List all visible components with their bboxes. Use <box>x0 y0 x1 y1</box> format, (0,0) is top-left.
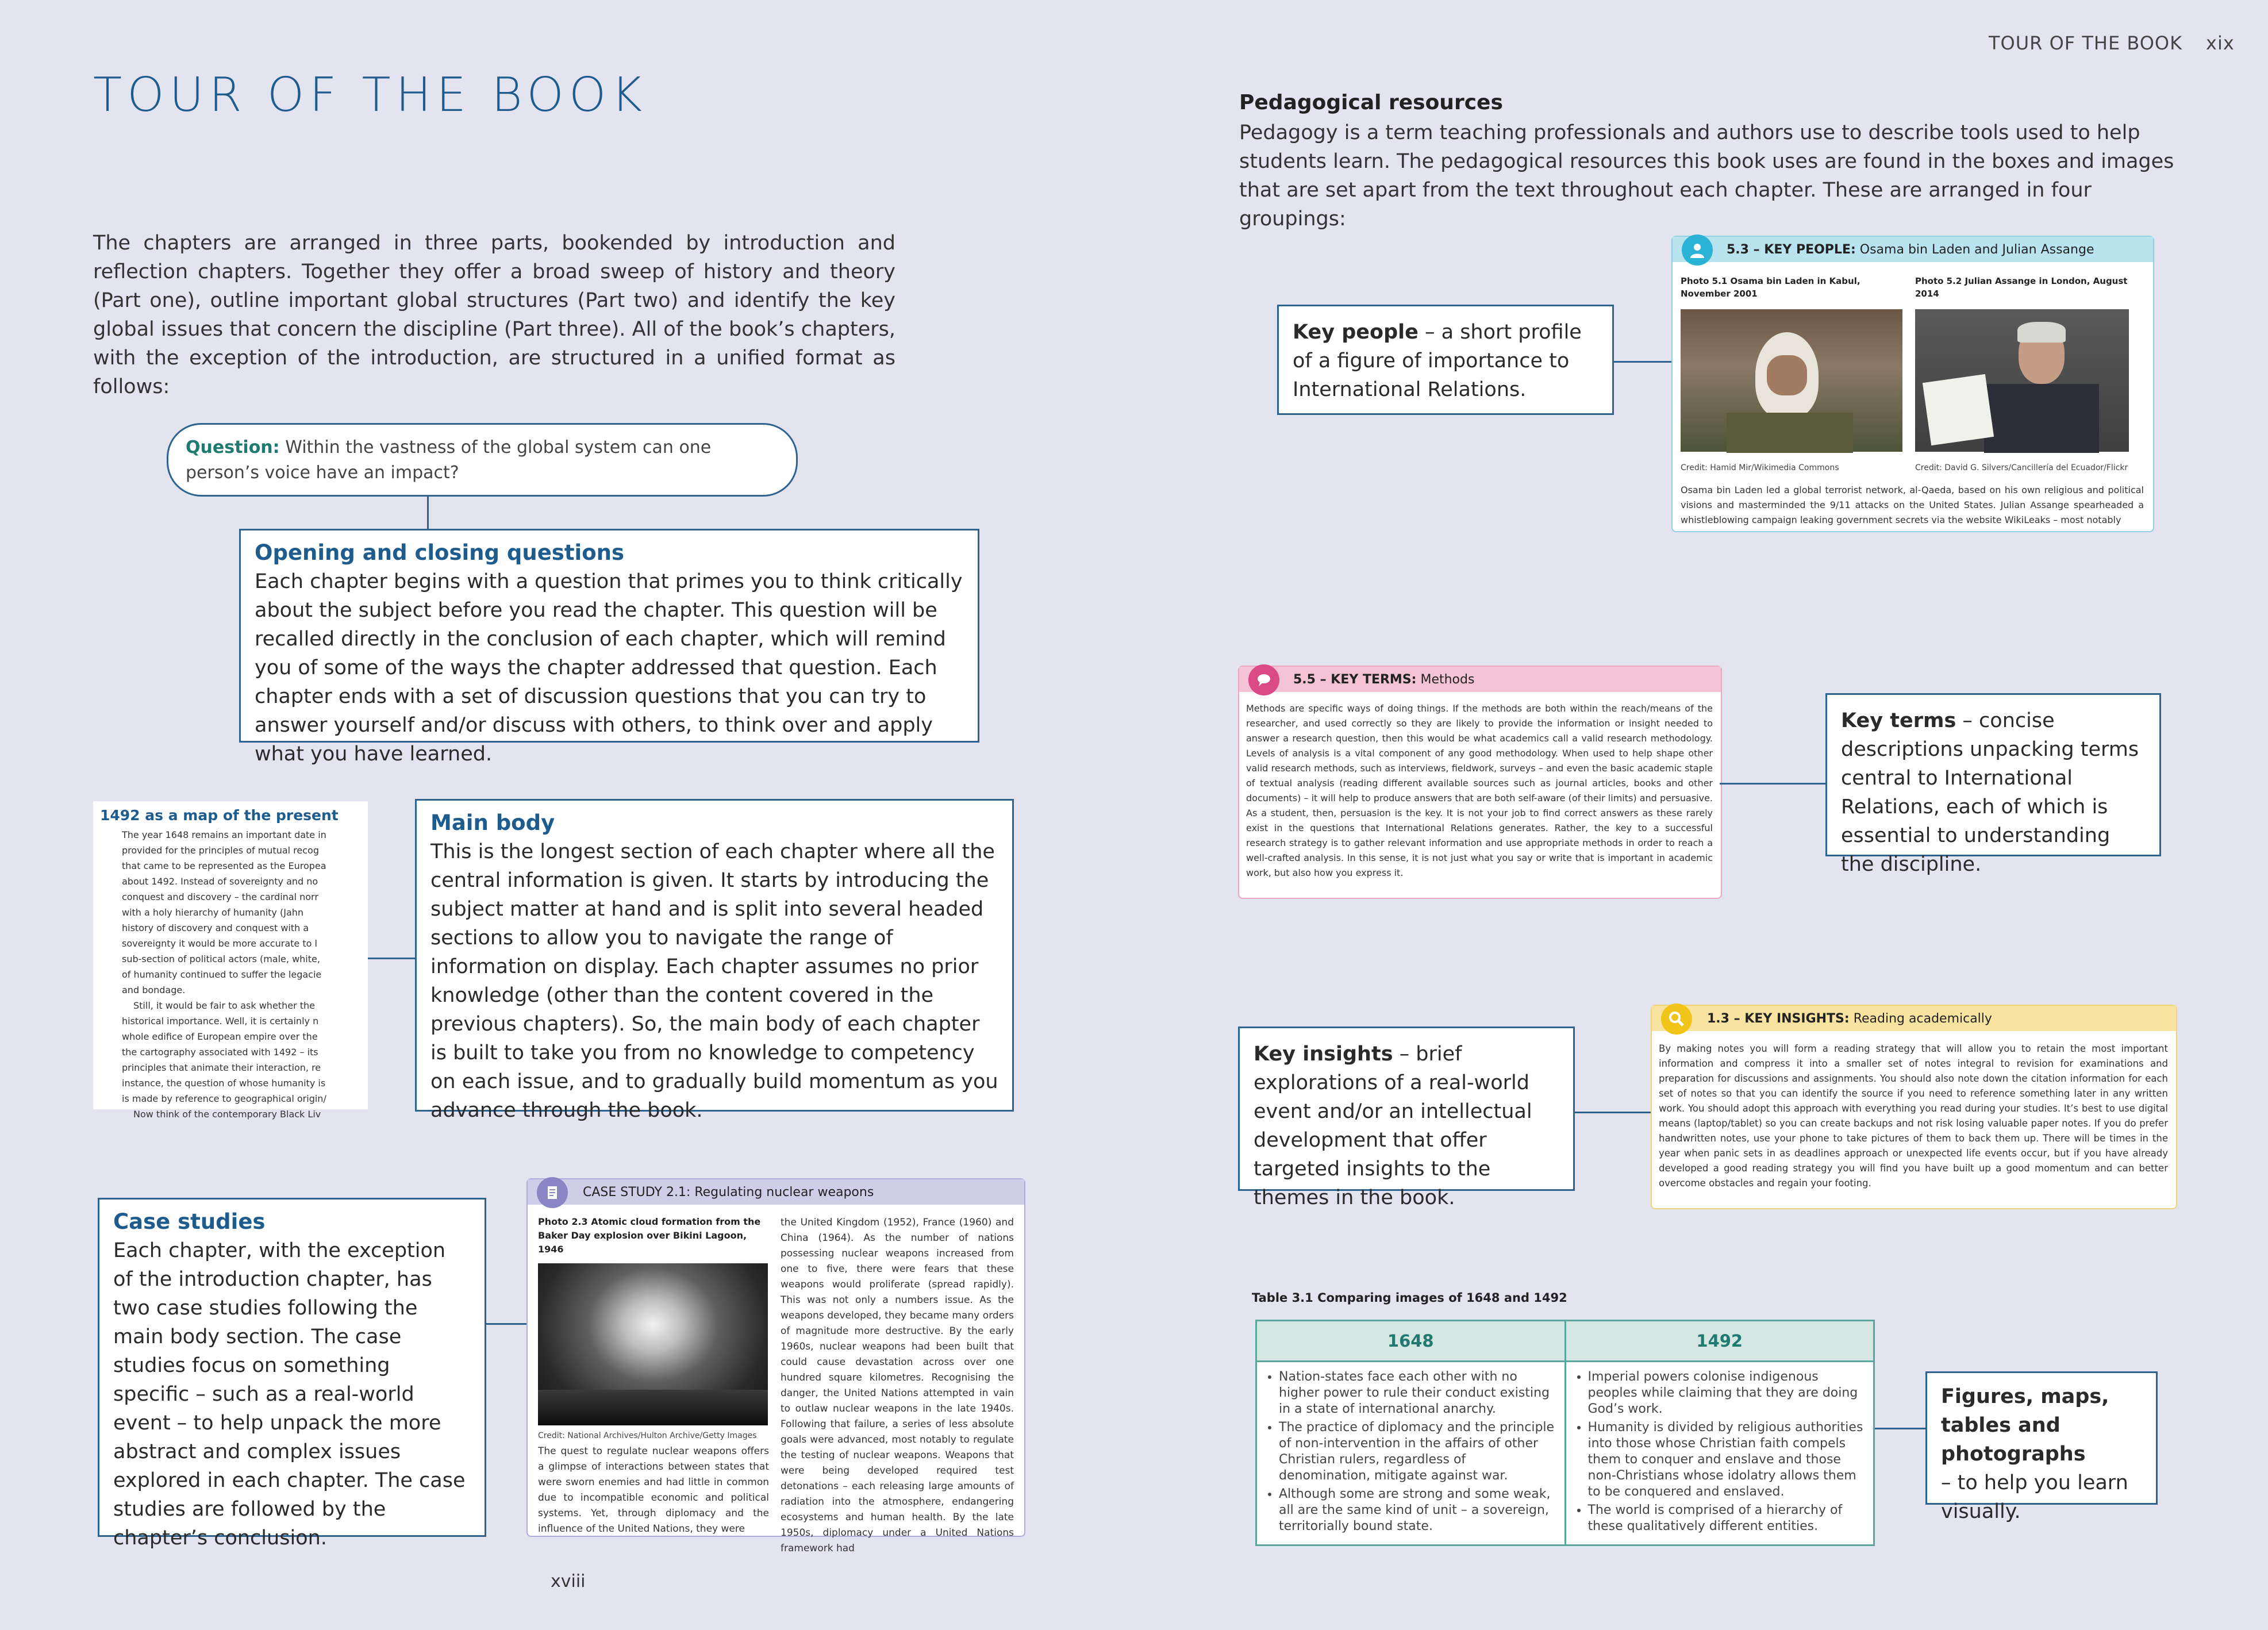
map-excerpt-line: the cartography associated with 1492 – its <box>122 1047 318 1058</box>
key-terms-label: Key terms <box>1841 709 1956 732</box>
list-item: • Imperial powers colonise indigenous peoples while claiming that they are doing God’s work. <box>1588 1369 1866 1417</box>
main-body-text: This is the longest section of each chapter where all the central information is given. It starts by introducing the subject matter at hand and is split into several headed sections to allow you to navigate the range of information on display. Each chapter assumes no prior knowledge (other than the content covered in the previous chapters). So, the main body of each chapter is built to take you from no knowledge to competency on each issue, and to gradually build momentum as you advance through the book. <box>430 840 998 1122</box>
document-icon <box>537 1177 568 1208</box>
right-page-number: xix <box>2206 32 2235 54</box>
connector-line <box>1575 1112 1651 1113</box>
table-cell-1648 <box>1256 1362 1566 1546</box>
list-item: • The practice of diplomacy and the principle of non-intervention in the affairs of other Christian rulers, regardless of denomination, mitigate against war. <box>1279 1420 1556 1484</box>
map-excerpt-line: conquest and discovery – the cardinal norr <box>122 891 318 902</box>
photo2-credit: Credit: David G. Silvers/Cancillería del Ecuador/Flickr <box>1915 463 2128 472</box>
map-excerpt-title: 1492 as a map of the present <box>100 807 339 824</box>
case-studies-text: Each chapter, with the exception of the introduction chapter, has two case studies following the main body section. The case studies focus on something specific – such as a real-world event – to help unpack the more abstract and complex issues explored in each chapter. The case studies are followed by the chapter’s conclusion. <box>113 1239 466 1550</box>
photo1-caption: Photo 5.1 Osama bin Laden in Kabul, November 2001 <box>1681 276 1860 299</box>
table-header-1648: 1648 <box>1256 1321 1566 1362</box>
map-excerpt-line: Now think of the contemporary Black Liv <box>133 1109 321 1120</box>
map-excerpt-line: sub-section of political actors (male, white, <box>122 954 320 964</box>
connector-line <box>427 497 429 529</box>
key-insights-box <box>1238 1027 1575 1209</box>
key-insights-header-bold: 1.3 – KEY INSIGHTS: <box>1707 1011 1850 1026</box>
map-excerpt-line: about 1492. Instead of sovereignty and no <box>122 876 318 887</box>
intro-paragraph: The chapters are arranged in three parts, bookended by introduction and reflection chapters. Together they offer a broad sweep of history and theory (Part one), outline important global structures (Part two) and identify the key global issues that concern the discipline (Part three). All of the book’s chapters, with the exception of the introduction, are structured in a unified format as follows: <box>93 232 895 398</box>
opening-closing-box <box>239 529 979 766</box>
key-terms-desc: – concise descriptions unpacking terms central to International Relations, each of which is essential to understanding the discipline. <box>1841 709 2139 876</box>
opening-body: Each chapter begins with a question that primes you to think critically about the subject before you read the chapter. This question will be recalled directly in the conclusion of each chapter, which will remind you of some of the ways the chapter addressed that question. Each chapter ends with a set of discussion questions that you can try to answer yourself and/or discuss with others, to think over and apply what you have learned. <box>255 570 963 766</box>
key-people-desc: – a short profile of a figure of importance to International Relations. <box>1293 321 1582 401</box>
connector-line <box>1614 361 1671 363</box>
map-excerpt-line: sovereignty it would be more accurate to l <box>122 938 317 949</box>
photo-credit: Credit: National Archives/Hulton Archive/Getty Images <box>538 1431 757 1440</box>
map-excerpt-line: Still, it would be fair to ask whether the <box>133 1000 315 1011</box>
case-studies-heading: Case studies <box>113 1209 266 1234</box>
key-people-label: Key people <box>1293 321 1419 344</box>
table-cell-1492 <box>1565 1362 1874 1546</box>
photo-assange <box>1915 309 2129 452</box>
case-study-left-text: The quest to regulate nuclear weapons offers a glimpse of interactions between states that were sworn enemies and had little in common due to incompatible economic and political systems. Yet, through diplomacy and the influence of the United Nations, they were <box>538 1446 769 1535</box>
case-study-title: CASE STUDY 2.1: Regulating nuclear weapons <box>583 1185 874 1200</box>
map-excerpt-line: that came to be represented as the Europea <box>122 860 326 871</box>
figures-box <box>1925 1371 2158 1523</box>
key-insights-label: Key insights <box>1254 1043 1393 1066</box>
key-terms-header-bold: 5.5 – KEY TERMS: <box>1293 672 1417 687</box>
opening-heading: Opening and closing questions <box>255 540 624 565</box>
table-header-1492: 1492 <box>1565 1321 1874 1362</box>
case-study-right-text: the United Kingdom (1952), France (1960) and China (1964). As the number of nations possessing nuclear weapons increased from one to five, there were fears that these weapons would proliferate (spread rapidly). This was not only a numbers issue. As the weapons developed, they became many orders of magnitude more destructive. By the early 1960s, nuclear weapons had been built that could cause devastation across over one hundred square kilometres. Recognising the danger, the United Nations attempted in vain to outlaw nuclear weapons in the late 1940s. Following that failure, a series of less absolute goals were advanced, most notably to regulate the testing of nuclear weapons. Weapons that were being developed required test detonations – each releasing large amounts of radiation into the atmosphere, endangering ecosystems and human health. By the late 1950s, diplomacy under a United Nations framework had <box>781 1217 1014 1554</box>
figures-label: Figures, maps, tables and photographs <box>1941 1385 2109 1466</box>
running-head: TOUR OF THE BOOK <box>1989 32 2183 54</box>
key-insights-sample <box>1651 1005 2177 1209</box>
figures-desc: – to help you learn visually. <box>1941 1471 2128 1523</box>
photo-bin-laden <box>1681 309 1902 452</box>
map-excerpt-line: historical importance. Well, it is certainly n <box>122 1016 319 1027</box>
map-excerpt-line: provided for the principles of mutual recog <box>122 845 319 856</box>
map-excerpt-line: history of discovery and conquest with a <box>122 922 309 933</box>
key-people-text: Osama bin Laden led a global terrorist network, al-Qaeda, based on his own religious and political visions and masterminded the 9/11 attacks on the United States. Julian Assange spearheaded a whistleblowing campaign leaking government secrets via the website WikiLeaks – most notably <box>1681 485 2144 525</box>
connector-line <box>486 1323 526 1325</box>
key-insights-header-rest: Reading academically <box>1849 1011 1992 1026</box>
question-bubble <box>167 423 798 497</box>
case-study-left-col <box>538 1215 769 1537</box>
page-title: TOUR OF THE BOOK <box>93 68 648 122</box>
map-excerpt-image <box>93 801 368 1120</box>
photo-caption: Photo 2.3 Atomic cloud formation from the Baker Day explosion over Bikini Lagoon, 1946 <box>538 1216 761 1255</box>
map-excerpt-line: of humanity continued to suffer the legacie <box>122 969 322 980</box>
case-studies-box <box>98 1198 486 1550</box>
key-terms-box <box>1825 693 2161 876</box>
question-label: Question: <box>186 437 280 458</box>
case-study-sample <box>526 1178 1025 1554</box>
key-insights-desc: – brief explorations of a real-world event and/or an intellectual development that offer targeted insights to the themes in the book. <box>1254 1043 1532 1209</box>
table-caption: Table 3.1 Comparing images of 1648 and 1492 <box>1252 1291 1567 1305</box>
key-people-header-rest: Osama bin Laden and Julian Assange <box>1855 242 2094 257</box>
list-item: • Although some are strong and some weak, all are the same kind of unit – a sovereign, territorially bound state. <box>1279 1486 1556 1535</box>
question-text: Within the vastness of the global system can one person’s voice have an impact? <box>186 437 712 483</box>
connector-line <box>1875 1428 1925 1429</box>
pedagogical-text: Pedagogy is a term teaching professionals and authors use to describe tools used to help students learn. The pedagogical resources this book uses are found in the boxes and images that are set apart from the text throughout each chapter. These are arranged in four groupings: <box>1239 121 2174 230</box>
key-insights-text: By making notes you will form a reading strategy that will allow you to retain the most important information and compress it into a smaller set of notes integral to revision for examinations and preparation for discussions and assignments. You should also note down the citation information for each set of notes so that you can identify the source if you need to reference something later in any written work. You should adopt this approach with everything you read during your studies. It’s best to use digital means (laptop/tablet) so you can create backups and not risk losing valuable paper notes. If you do prefer handwritten notes, use your phone to take pictures of them to back them up. There will be times in the year when panic sets in as deadlines approach or unexpected life events occur, but if you have already developed a good reading strategy you will find you have built up a good momentum and can better overcome obstacles and regain your footing. <box>1659 1043 2168 1189</box>
pedagogical-heading: Pedagogical resources <box>1239 91 1503 114</box>
key-insights-header <box>1652 1006 2176 1031</box>
map-excerpt-line: principles that animate their interaction, re <box>122 1062 321 1073</box>
connector-line <box>1720 783 1825 785</box>
key-terms-header-rest: Methods <box>1416 672 1475 687</box>
list-item: • Humanity is divided by religious authorities into those whose Christian faith compels them to conquer and enslave and those non-Christians whose idolatry allows them to be conquered and enslaved. <box>1588 1420 1866 1500</box>
map-excerpt-line: whole edifice of European empire over the <box>122 1031 318 1042</box>
key-people-header-bold: 5.3 – KEY PEOPLE: <box>1727 242 1856 257</box>
key-people-box <box>1277 305 1614 415</box>
photo2-caption: Photo 5.2 Julian Assange in London, August 2014 <box>1915 276 2128 299</box>
map-excerpt-line: instance, the question of whose humanity is <box>122 1078 326 1089</box>
key-terms-header <box>1239 667 1721 692</box>
case-study-header <box>528 1179 1024 1205</box>
atomic-cloud-photo <box>538 1263 768 1425</box>
map-excerpt-line: and bondage. <box>122 985 186 995</box>
photo1-credit: Credit: Hamid Mir/Wikimedia Commons <box>1681 463 1839 472</box>
map-excerpt-line: with a holy hierarchy of humanity (Jahn <box>122 907 304 918</box>
list-item: • The world is comprised of a hierarchy of these qualitatively different entities. <box>1588 1502 1866 1535</box>
magnifier-icon <box>1661 1004 1692 1035</box>
map-excerpt-line: is made by reference to geographical origin/ <box>122 1093 326 1104</box>
map-excerpt-lines <box>100 827 361 1122</box>
main-body-box <box>415 799 1014 1122</box>
connector-line <box>368 958 416 959</box>
speech-bubble-icon <box>1248 664 1279 695</box>
key-terms-text: Methods are specific ways of doing things. If the methods are both within the reach/means of the researcher, and used correctly so they are likely to provide the information or insight needed to answer a research question, then this would be what academics call a valid research methodology. Levels of analysis is a vital component of any good methodology. When used to help shape other valid research methods, such as interviews, fieldwork, surveys – and even the basic academic staple of textual analysis (reading different available sources such as journal articles, books and other documents) – it will help to produce answers that are both self-aware (of their limits) and persuasive. As a student, then, persuasion is the key. It is not your job to find correct answers as these rarely exist in the questions that International Relations generates. Rather, the key to a successful research strategy is to gather relevant information and use appropriate methods in order to reach a well-crafted analysis. In this sense, it is not just what you say or write that is important in academic work, but also how you express it. <box>1246 703 1713 878</box>
map-excerpt-line: The year 1648 remains an important date in <box>122 829 326 840</box>
left-page-number: xviii <box>551 1571 586 1591</box>
list-item: • Nation-states face each other with no higher power to rule their conduct existing in a state of international anarchy. <box>1279 1369 1556 1417</box>
comparison-table <box>1255 1320 1875 1546</box>
key-people-sample <box>1671 236 2154 532</box>
person-icon <box>1682 234 1713 266</box>
key-terms-sample <box>1238 666 1722 899</box>
main-body-heading: Main body <box>430 810 555 835</box>
key-people-header <box>1673 237 2153 262</box>
